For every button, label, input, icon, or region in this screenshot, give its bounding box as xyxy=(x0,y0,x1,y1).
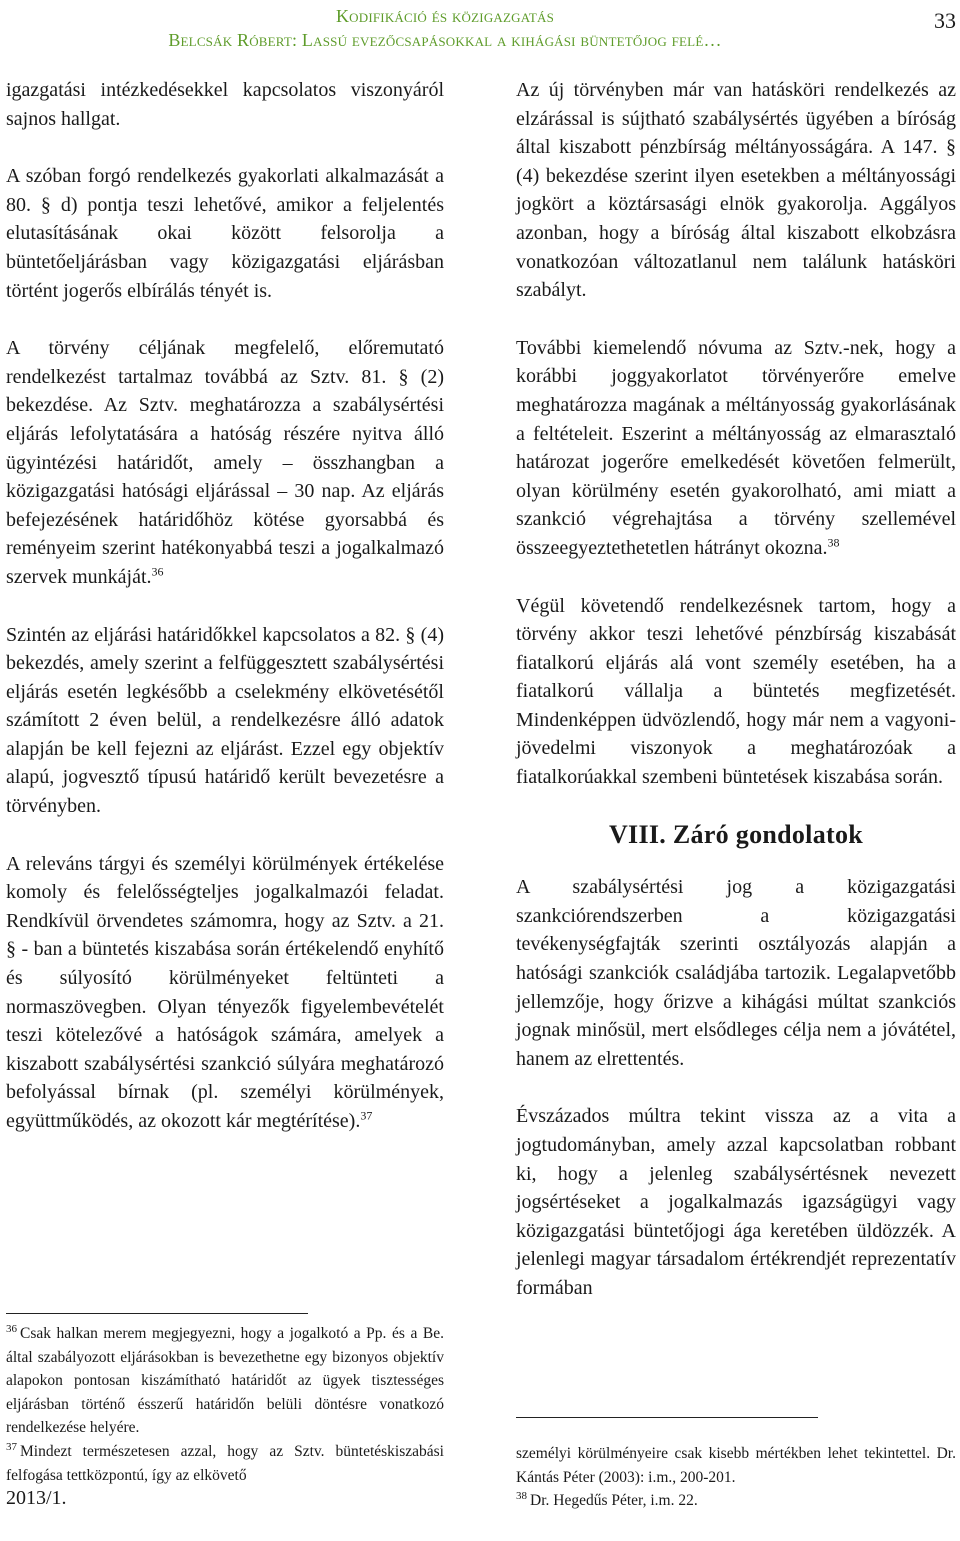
footnote-36-text: Csak halkan merem megjegyezni, hogy a jogalkotó a Pp. és a Be. által szabályozott eljárásokban is bevezethetne egy bizonyos objektív alapokon pontosan kiszámítható határidőt az ügyek tisztességes eljárásban történő ésszerű határidőn belüli döntésre vonatkozó rendelkezése helyére. xyxy=(6,1325,444,1437)
footnote-37-number: 37 xyxy=(6,1440,17,1453)
right-paragraph-2-text: További kiemelendő nóvuma az Sztv.-nek, hogy a korábbi joggyakorlatot törvényerőre emelve meghatározza magának a méltányosság gyakorlásának a feltételeit. Eszerint a méltányosság az elmarasztaló határozat jogerőre emelkedését követően felmerült, olyan körülmény esetén gyakorolható, ami miatt a szankció végrehajtása a törvény szellemével összeegyeztethetetlen hátrányt okozna. xyxy=(516,336,956,559)
left-paragraph-5-text: A releváns tárgyi és személyi körülmények értékelése komoly és felelősségteljes jogalkalmazói feladat. Rendkívül örvendetes számomra, hogy az Sztv. a 21. § - ban a büntetés kiszabása során értékelendő enyhítő és súlyosító körülményeket feltünteti a normaszövegben. Olyan tényezők figyelembevételét teszi kötelezővé a hatóságok számára, amelyek a kiszabott szabálysértési szankció súlyára meghatározó befolyással bírnak (pl. személyi körülmények, együttműködés, az okozott kár megtérítése). xyxy=(6,852,444,1132)
footnote-ref-38[interactable]: 38 xyxy=(827,535,840,550)
right-column xyxy=(516,76,956,1332)
left-paragraph-3 xyxy=(6,334,444,591)
footnote-ref-36[interactable]: 36 xyxy=(151,564,164,579)
running-header xyxy=(0,4,960,54)
footnote-37-text: Mindezt természetesen azzal, hogy az Sztv. büntetéskiszabási felfogása tettközpontú, így az elkövető xyxy=(6,1442,444,1484)
right-paragraph-1: Az új törvényben már van hatásköri rendelkezés az elzárással is sújtható szabálysértés ügyében a bíróság által kiszabott pénzbírság méltányosságára. A 147. § (4) bekezdése szerint ilyen esetekben a méltányossági jogkört a köztársasági elnök gyakorolja. Aggályos azonban, hogy a bíróság által kiszabott elkobzásra vonatkozóan változatlanul nem találunk hatásköri szabályt. xyxy=(516,79,956,302)
right-paragraph-4: A szabálysértési jog a közigazgatási szankciórendszerben a közigazgatási tevékenységfajták szerinti osztályozás alapján a hatósági szankciók családjába tartozik. Legalapvetőbb jellemzője, hogy őrizve a kihágási múltat szankciós jognak minősül, mert elsődleges célja nem a jóvátétel, hanem az elrettentés. xyxy=(516,876,956,1070)
footnote-36-number: 36 xyxy=(6,1322,17,1335)
left-paragraph-2: A szóban forgó rendelkezés gyakorlati alkalmazását a 80. § d) pontja teszi lehetővé, amikor a feljelentés elutasításának okai között felsorolja a büntetőeljárásban vagy közigazgatási eljárásban történt jogerős elbírálás tényét is. xyxy=(6,165,444,302)
footnote-ref-37[interactable]: 37 xyxy=(360,1108,373,1123)
footnote-38 xyxy=(516,1489,956,1513)
page-number: 33 xyxy=(934,8,956,33)
left-paragraph-5 xyxy=(6,850,444,1136)
footnote-38-text: Dr. Hegedűs Péter, i.m. 22. xyxy=(530,1492,698,1510)
footnote-separator-left xyxy=(6,1313,308,1314)
footnote-37-continued: személyi körülményeire csak kisebb mértékben lehet tekintettel. Dr. Kántás Péter (2003): i.m., 200-201. xyxy=(516,1445,956,1486)
left-paragraph-3-text: A törvény céljának megfelelő, előremutató rendelkezést tartalmaz továbbá az Sztv. 81. § (2) bekezdése. Az Sztv. meghatározza a szabálysértési eljárás lefolytatására a hatóság részére nyitva álló ügyintézési határidőt, amely – összhangban a közigazgatási hatósági eljárással – 30 nap. Az eljárás befejezésének határidőhöz kötése gyorsabbá és reményeim szerint hatékonyabbá teszi a jogalkalmazó szervek munkáját. xyxy=(6,337,444,588)
footnote-36 xyxy=(6,1322,444,1440)
journal-title: Kodifikáció és közigazgatás xyxy=(335,6,555,26)
right-paragraph-3: Végül követendő rendelkezésnek tartom, hogy a törvény akkor teszi lehetővé pénzbírság kiszabását fiatalkorú eljárás alá vont személy esetében, ha a fiatalkorú vállalja a büntetés megfizetését. Mindenképpen üdvözlendő, hogy már nem a vagyoni-jövedelmi viszonyok a meghatározóak a fiatalkorúakkal szembeni büntetések kiszabása során. xyxy=(516,594,956,789)
section-heading: VIII. Záró gondolatok xyxy=(608,819,864,849)
footnote-37 xyxy=(6,1440,444,1487)
article-running-title: Belcsák Róbert: Lassú evezőcsapásokkal a kihágási büntetőjog felé… xyxy=(168,30,722,50)
footnote-separator-right xyxy=(516,1417,818,1418)
right-paragraph-2 xyxy=(516,334,956,563)
left-column xyxy=(6,76,444,1165)
left-paragraph-1: igazgatási intézkedésekkel kapcsolatos viszonyáról sajnos hallgat. xyxy=(6,79,444,130)
footnotes-left xyxy=(6,1322,444,1511)
footnotes-right xyxy=(516,1442,956,1513)
left-paragraph-4: Szintén az eljárási határidőkkel kapcsolatos a 82. § (4) bekezdés, amely szerint a felfüggesztett szabálysértési eljárás esetén legkésőbb a cselekmény elkövetésétől számított 2 éven belül, a rendelkezésre álló adatok alapján be kell fejezni az eljárást. Ezzel egy objektív alapú, jogvesztő típusú határidő került bevezetésre a törvényben. xyxy=(6,623,444,818)
issue-label: 2013/1. xyxy=(6,1487,67,1510)
right-paragraph-5: Évszázados múltra tekint vissza az a vita a jogtudományban, amely azzal kapcsolatban robbant ki, hogy a jelenleg szabálysértésnek nevezett jogsértéseket a jogalkalmazás igazságügyi vagy közigazgatási büntetőjogi ága keretében üldözzék. A jelenlegi magyar társadalom értékrendjét reprezentatív formában xyxy=(516,1105,956,1299)
footnote-38-number: 38 xyxy=(516,1490,527,1503)
